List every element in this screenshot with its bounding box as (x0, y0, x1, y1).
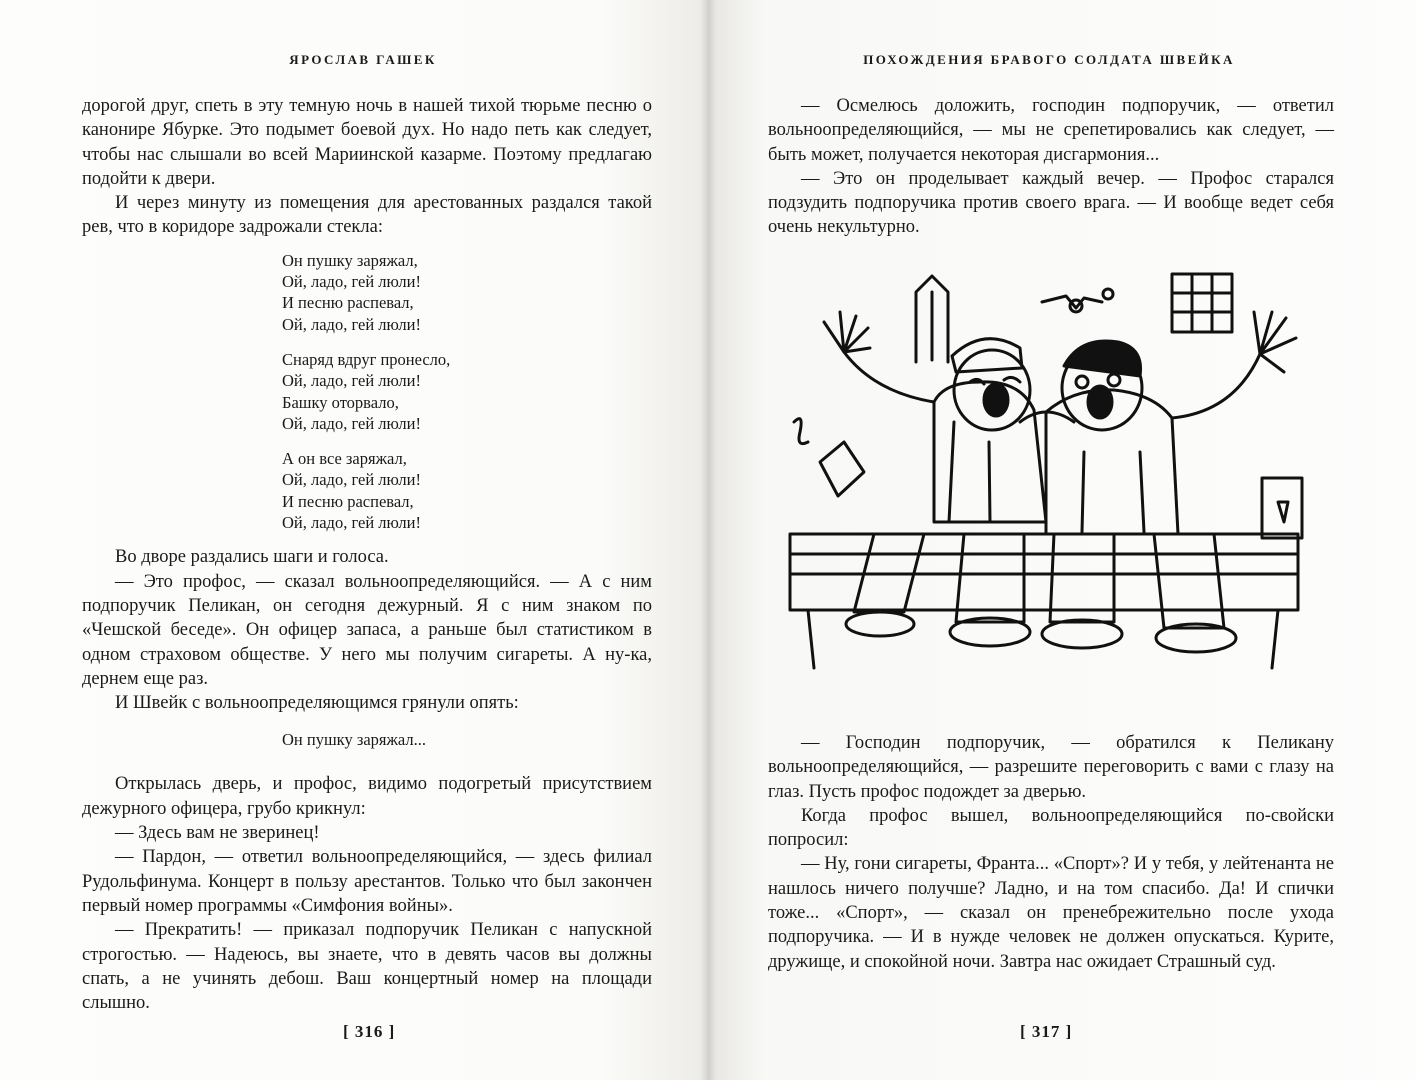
paragraph: дорогой друг, спеть в эту темную ночь в нашей тихой тюрьме песню о канонире Ябурке. Это подымет боевой дух. Но надо петь как следует, чтобы нас слышали во всей Мариинской казарме. Поэтому предлагаю подойти к двери. (82, 96, 652, 189)
verse-line: И песню распевал, (282, 293, 414, 313)
song-repeat: Он пушку заряжал... (282, 730, 426, 750)
running-head-right: ПОХОЖДЕНИЯ БРАВОГО СОЛДАТА ШВЕЙКА (863, 52, 1235, 67)
verse-line: Ой, ладо, гей люли! (282, 413, 421, 433)
stanza-2 (282, 349, 652, 434)
verse-line: Ой, ладо, гей люли! (282, 314, 421, 334)
paragraph: — Ну, гони сигареты, Франта... «Спорт»? И у тебя, у лейтенанта не нашлось ничего получше? Ладно, и на том спасибо. Да! И спички тоже... «Спорт», — сказал он пренебрежительно после ухода подпоручика. — И в нужде человек не должен опускаться. Курите, дружище, и спокойной ночи. Завтра нас ожидает Страшный суд. (768, 854, 1334, 972)
verse-line: Снаряд вдруг пронесло, (282, 349, 451, 369)
right-page (708, 0, 1416, 1080)
verse-line: И песню распевал, (282, 491, 414, 511)
verse-line: Башку оторвало, (282, 392, 399, 412)
page-number-right: [ 317 ] (1020, 1022, 1073, 1041)
verse-line: Он пушку заряжал, (282, 250, 418, 270)
verse-line: Ой, ладо, гей люли! (282, 470, 421, 490)
paragraph: — Господин подпоручик, — обратился к Пеликану вольноопределяющийся, — разрешите переговорить с вами с глазу на глаз. Пусть профос подождет за дверью. (768, 733, 1334, 802)
running-head-left: ЯРОСЛАВ ГАШЕК (289, 52, 437, 67)
verse-line: Ой, ладо, гей люли! (282, 513, 421, 533)
paragraph: — Пардон, — ответил вольноопределяющийся, — здесь филиал Рудольфинума. Концерт в пользу арестантов. Только что был закончен первый номер программы «Симфония войны». (82, 847, 652, 916)
paragraph: — Это он проделывает каждый вечер. — Профос старался подзудить подпоручика против своего врага. — И вообще ведет себя очень некультурно. (768, 168, 1334, 238)
verse-line: Ой, ладо, гей люли! (282, 371, 421, 391)
paragraph: И Швейк с вольноопределяющимся грянули опять: (115, 693, 519, 714)
right-page-text-bottom (768, 731, 1334, 974)
paragraph: Во дворе раздались шаги и голоса. (115, 547, 389, 568)
paragraph: Когда профос вышел, вольноопределяющийся по-свойски попросил: (768, 805, 1334, 851)
page-number-left: [ 316 ] (343, 1022, 396, 1041)
stanza-1 (282, 250, 652, 335)
left-page-text (82, 94, 652, 1015)
paragraph: — Осмелюсь доложить, господин подпоручик, — ответил вольноопределяющийся, — мы не срепетировались как следует, — быть может, получается некоторая дисгармония... (768, 96, 1334, 165)
verse-line: А он все заряжал, (282, 449, 407, 469)
verse-line: Ой, ладо, гей люли! (282, 272, 421, 292)
paragraph: — Прекратить! — приказал подпоручик Пеликан с напускной строгостью. — Надеюсь, вы знаете, что в девять часов вы должны спать, а не учинять дебош. Ваш концертный номер на площади слышно. (82, 920, 652, 1014)
paragraph: — Это профос, — сказал вольноопределяющийся. — А с ним подпоручик Пеликан, он сегодня дежурный. Я с ним знаком по «Чешской беседе». Он офицер запаса, а раньше был статистиком в одном страховом обществе. У него мы получим сигареты. А ну-ка, дернем еще раз. (82, 571, 652, 689)
right-page-text-top (768, 94, 1334, 240)
paragraph: И через минуту из помещения для арестованных раздался такой рев, что в коридоре задрожали стекла: (82, 193, 652, 238)
paragraph: — Здесь вам не зверинец! (115, 823, 320, 844)
paragraph: Открылась дверь, и профос, видимо подогретый присутствием дежурного офицера, грубо крикнул: (82, 774, 652, 819)
stanza-3 (282, 448, 652, 533)
book-gutter (700, 0, 716, 1080)
illustration-two-singing-soldiers (784, 272, 1308, 676)
song-verse (282, 250, 652, 534)
